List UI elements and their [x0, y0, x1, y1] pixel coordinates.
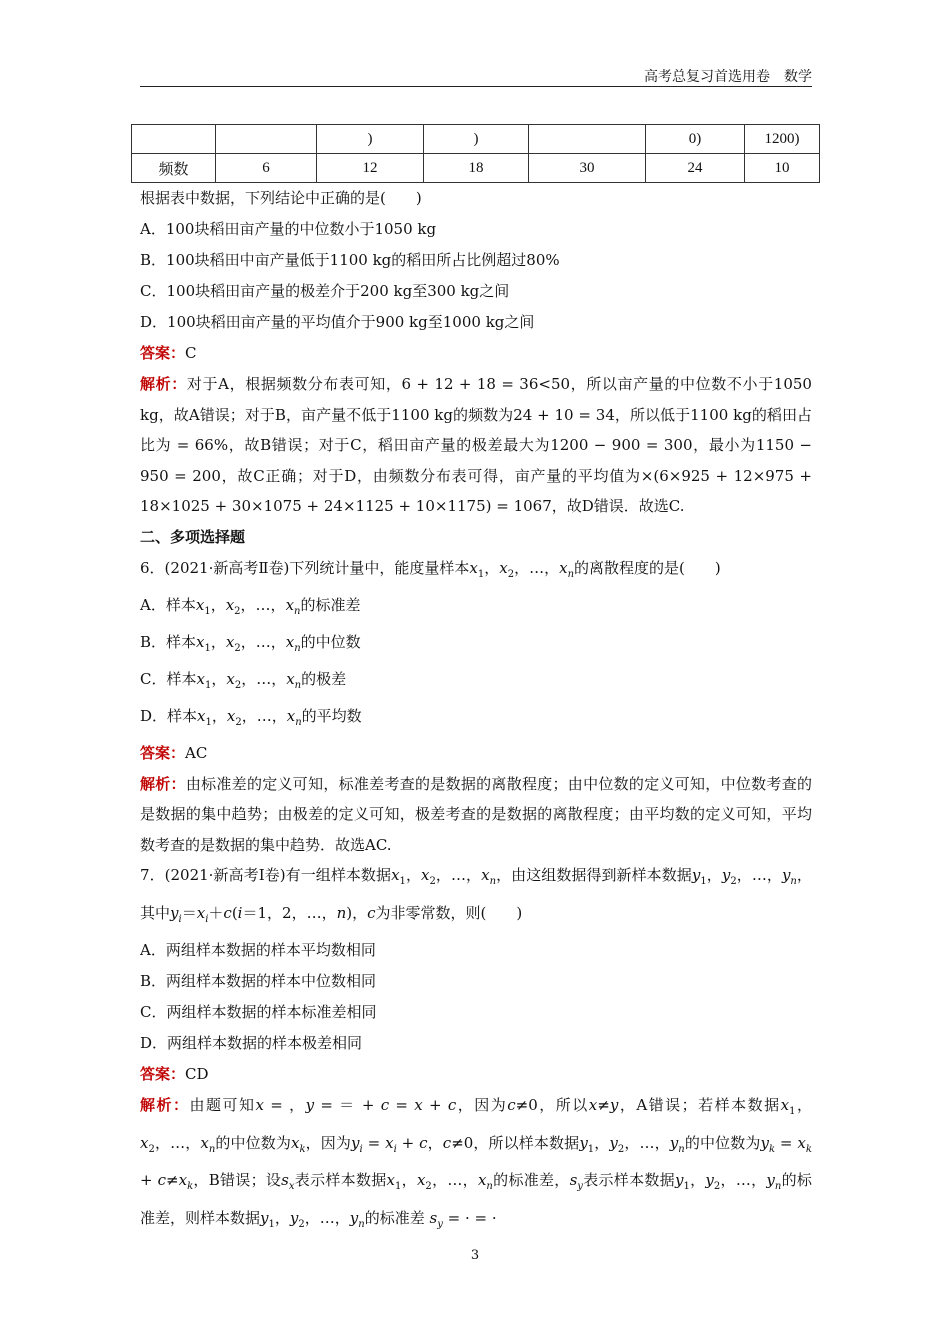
table-cell: 1200)	[745, 125, 820, 154]
analysis-label: 解析：	[140, 774, 186, 793]
q6-option-b: B．样本$x_1$，$x_2$，…，$x_n$的中位数	[140, 632, 361, 654]
table-cell: 12	[317, 154, 424, 183]
q5-stem: 根据表中数据，下列结论中正确的是( )	[140, 189, 422, 207]
table-row	[132, 154, 820, 183]
q6-option-c: C．样本$x_1$，$x_2$，…，$x_n$的极差	[140, 669, 347, 691]
frequency-table	[131, 124, 820, 183]
q5-option-b: B．100块稻田中亩产量低于1100 kg的稻田所占比例超过80%	[140, 251, 560, 269]
analysis-text: 对于A，根据频数分布表可知，6 + 12 + 18 = 36<50，所以亩产量的中位数不小于1050 kg，故A错误；对于B，亩产量不低于1100 kg的频数为24 + 10 = 34，所以低于1100 kg的稻田占比为 = 66%，故B错误；对于C，稻田亩产量的极差最大为1200 − 900 = 300，最小为1150 − 950 = 200，故C正确；对于D，由频数分布表可得，亩产量的平均值为×(6×925 + 12×975 + 18×1025 + 30×1075 + 24×1125 + 10×1175) = 1067，故D错误．故选C.	[140, 375, 812, 515]
analysis-label: 解析：	[140, 375, 187, 393]
q5-option-c: C．100块稻田亩产量的极差介于200 kg至300 kg之间	[140, 282, 510, 300]
section-title: 二、多项选择题	[140, 527, 246, 546]
q5-option-d: D．100块稻田亩产量的平均值介于900 kg至1000 kg之间	[140, 313, 535, 331]
analysis-text: 的标准差	[364, 1208, 425, 1227]
option-suffix: 的极差	[301, 669, 347, 688]
analysis-text: ，因为	[305, 1133, 352, 1152]
analysis-text: ，因为	[456, 1096, 508, 1114]
q6-answer	[140, 738, 812, 769]
table-cell: 0)	[646, 125, 745, 154]
option-prefix: D．样本	[140, 706, 198, 725]
q6-stem-text: 6．(2021·新高考Ⅱ卷)下列统计量中，能度量样本	[140, 558, 470, 577]
table-cell	[132, 125, 216, 154]
table-cell: 30	[529, 154, 646, 183]
table-cell	[216, 125, 317, 154]
answer-value: CD	[185, 1065, 209, 1083]
q5-answer	[140, 338, 812, 369]
option-prefix: A．样本	[140, 595, 196, 614]
table-cell: 频数	[132, 154, 216, 183]
answer-value: C	[185, 344, 197, 362]
analysis-text: ，所以	[537, 1096, 589, 1114]
analysis-text: 表示样本数据	[294, 1171, 387, 1189]
analysis-label: 解析：	[140, 1096, 190, 1114]
page-number: 3	[470, 1248, 480, 1263]
q6-stem-text-end: 的离散程度的是( )	[574, 558, 721, 577]
q7-stem-text: 7．(2021·新高考Ⅰ卷)有一组样本数据	[140, 866, 392, 884]
q7-option-d: D．两组样本数据的样本极差相同	[140, 1034, 363, 1052]
page-content	[140, 124, 812, 1240]
q7-analysis: 解析：由题可知x = ，y = ＝ + c = x + c，因为c≠0，所以x≠y，A错误；若样本数据$x_1$，$x_2$，…，$x_n$的中位数为$x_k$，因为$y_i = x_i + c$，c≠0，所以样本数据$y_1$，$y_2$，…，$y_n$的中位数为$y_k = x_k + c\ne x_k$，B错误；设$s_x$表示样本数据$x_1$，$x_2$，…，$x_n$的标准差，$s_y$表示样本数据$y_1$，$y_2$，…，$y_n$的标准差，则样本数据$y_1$，$y_2$，…，$y_n$的标准差 $s_y$ = · = ·	[140, 1096, 812, 1230]
table-cell: 24	[646, 154, 745, 183]
analysis-text: 的中位数为	[684, 1133, 761, 1152]
table-cell	[529, 125, 646, 154]
table-cell: )	[317, 125, 424, 154]
option-prefix: C．样本	[140, 669, 197, 688]
analysis-text: 的标准差，则样本数据	[140, 1171, 812, 1227]
analysis-text: 表示样本数据	[582, 1171, 675, 1189]
q7-option-a: A．两组样本数据的样本平均数相同	[140, 941, 376, 959]
answer-value: AC	[185, 743, 208, 762]
analysis-text: 的标准差，	[492, 1171, 570, 1189]
answer-label: 答案：	[140, 344, 186, 362]
q7-stem-text: ，由这组数据得到新样本数据	[496, 866, 692, 884]
q6-option-a: A．样本$x_1$，$x_2$，…，$x_n$的标准差	[140, 595, 361, 617]
table-cell: )	[424, 125, 529, 154]
q7-stem: 7．(2021·新高考Ⅰ卷)有一组样本数据$x_1$，$x_2$，…，$x_n$，由这组数据得到新样本数据$y_1$，$y_2$，…，$y_n$，其中$y_i=x_i+c(i=1$，2，…，n)，c为非零常数，则( )	[140, 866, 812, 925]
analysis-text: ，A错误；若样本数据	[618, 1096, 781, 1114]
q7-answer	[140, 1059, 812, 1090]
q6-option-d: D．样本$x_1$，$x_2$，…，$x_n$的平均数	[140, 706, 362, 728]
q6-analysis	[140, 769, 812, 861]
table-cell: 18	[424, 154, 529, 183]
analysis-text: ，B错误；设	[193, 1171, 282, 1189]
answer-label: 答案：	[140, 1065, 186, 1083]
option-suffix: 的平均数	[301, 706, 362, 725]
q5-option-a: A．100块稻田亩产量的中位数小于1050 kg	[140, 220, 437, 238]
q7-stem-text: 其中	[140, 903, 171, 922]
q5-analysis	[140, 369, 812, 522]
header-title: 高考总复习首选用卷 数学	[644, 69, 812, 85]
q7-option-c: C．两组样本数据的样本标准差相同	[140, 1003, 377, 1021]
option-suffix: 的标准差	[300, 595, 361, 614]
q6-stem: 6．(2021·新高考Ⅱ卷)下列统计量中，能度量样本$x_1$，$x_2$，…，$x_n$的离散程度的是( )	[140, 558, 721, 580]
table-row	[132, 125, 820, 154]
page-header	[140, 66, 812, 87]
analysis-text: ，所以样本数据	[473, 1133, 580, 1152]
analysis-text: 由题可知	[189, 1096, 256, 1114]
analysis-text: 的中位数为	[215, 1133, 292, 1152]
option-prefix: B．样本	[140, 632, 197, 651]
q7-option-b: B．两组样本数据的样本中位数相同	[140, 972, 377, 990]
option-suffix: 的中位数	[300, 632, 361, 651]
table-cell: 10	[745, 154, 820, 183]
answer-label: 答案：	[140, 743, 186, 762]
q7-stem-text: 为非零常数，则( )	[375, 903, 523, 922]
table-cell: 6	[216, 154, 317, 183]
analysis-text: 由标准差的定义可知，标准差考查的是数据的离散程度；由中位数的定义可知，中位数考查的是数据的集中趋势；由极差的定义可知，极差考查的是数据的离散程度；由平均数的定义可知，平均数考查的是数据的集中趋势．故选AC.	[140, 774, 812, 854]
